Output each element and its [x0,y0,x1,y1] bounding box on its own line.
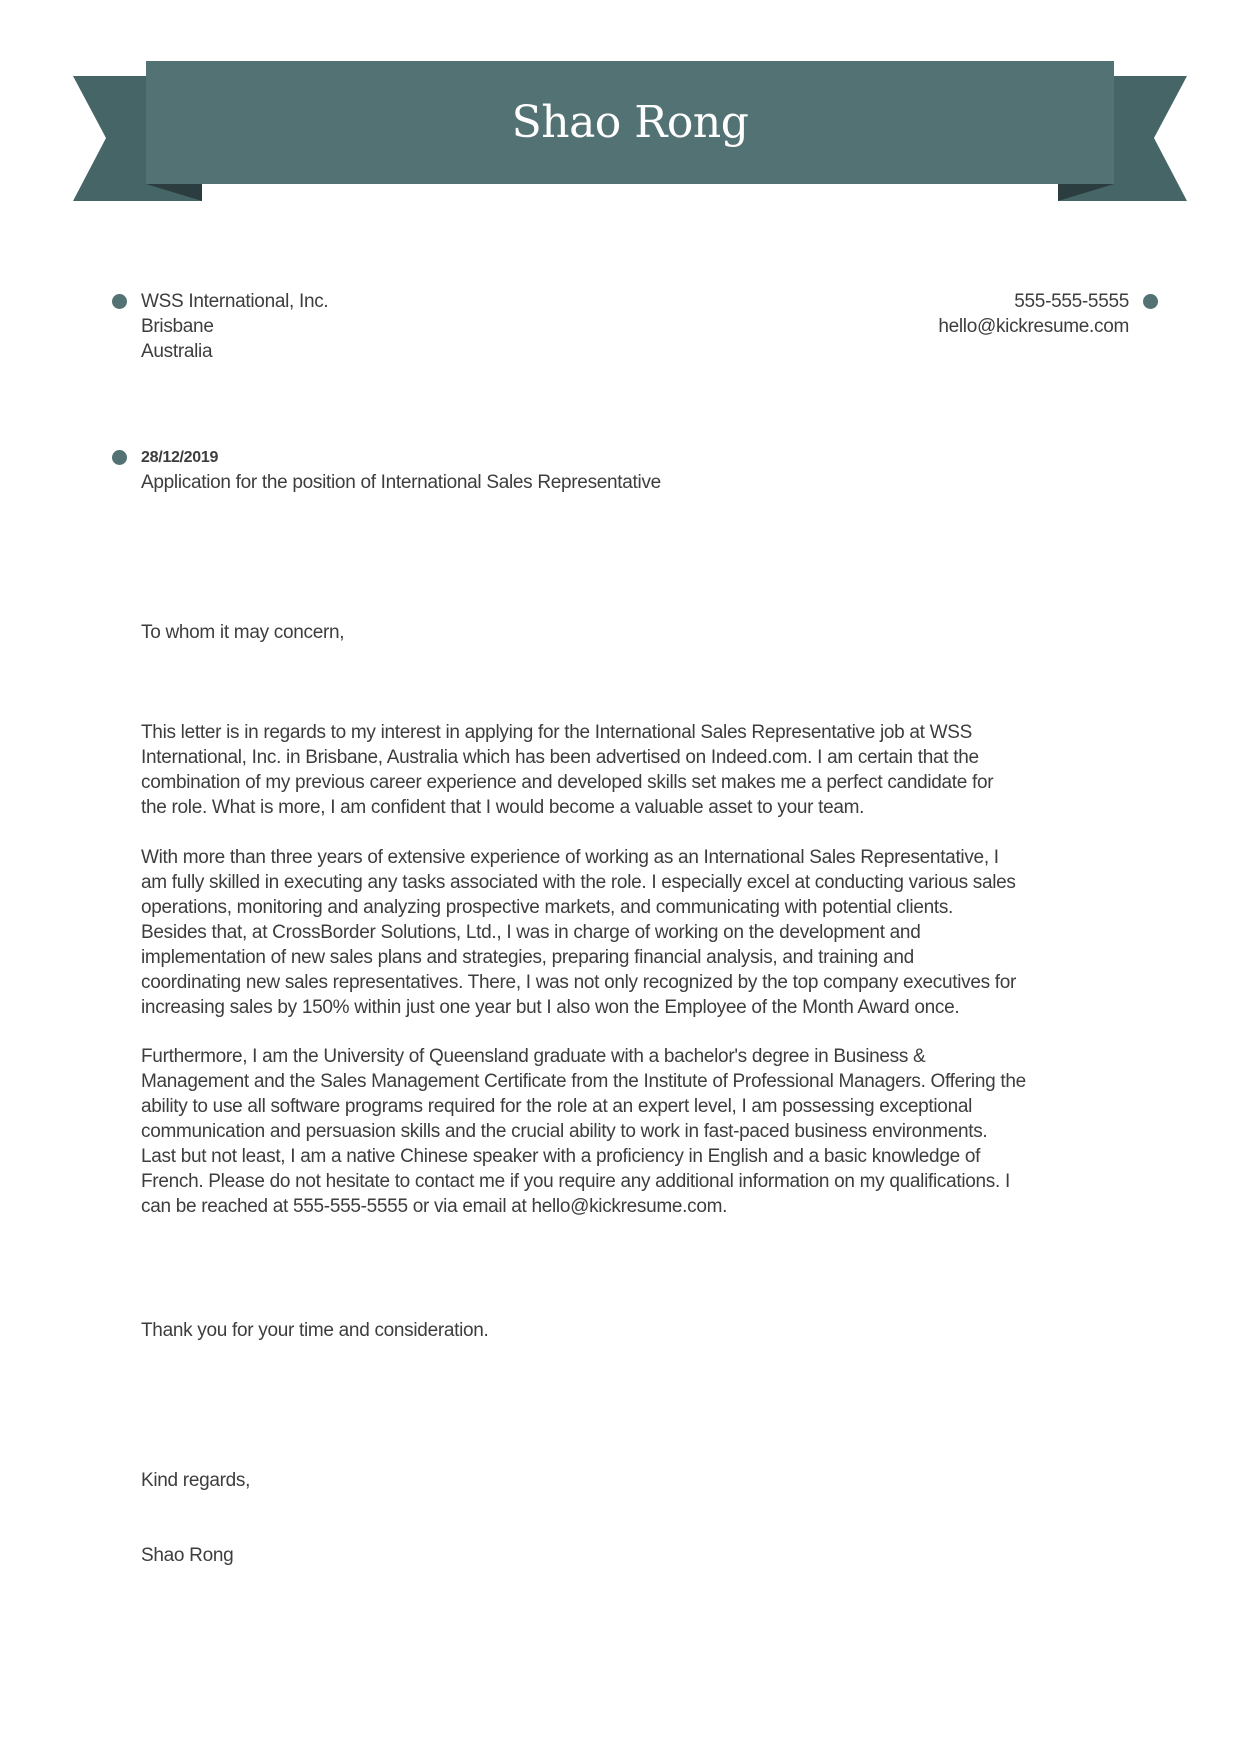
paragraph-line: the role. What is more, I am confident that I would become a valuable asset to your team. [141,797,865,818]
sender-contact [938,289,1129,339]
paragraph-line: coordinating new sales representatives. There, I was not only recognized by the top company executives for [141,972,1017,993]
paragraph-line: Besides that, at CrossBorder Solutions, Ltd., I was in charge of working on the development and [141,922,921,943]
paragraph-line: Furthermore, I am the University of Queensland graduate with a bachelor's degree in Business & [141,1046,926,1067]
closing-thanks: Thank you for your time and consideration. [141,1320,489,1341]
paragraph-line: With more than three years of extensive experience of working as an International Sales Representative, I [141,847,999,868]
letter-date: 28/12/2019 [141,449,219,466]
letter-meta [141,445,661,495]
email: hello@kickresume.com [938,316,1129,337]
paragraph-line: increasing sales by 150% within just one year but I also won the Employee of the Month Award once. [141,997,960,1018]
applicant-name: Shao Rong [511,97,749,148]
paragraph-line: operations, monitoring and analyzing prospective markets, and communicating with potential clients. [141,897,954,918]
recipient-country: Australia [141,341,213,362]
paragraph-line: International, Inc. in Brisbane, Australia which has been advertised on Indeed.com. I am certain that the [141,747,979,768]
phone: 555-555-5555 [1014,291,1129,312]
recipient-city: Brisbane [141,316,214,337]
signature-name: Shao Rong [141,1545,234,1566]
paragraph-line: combination of my previous career experience and developed skills set makes me a perfect candidate for [141,772,994,793]
paragraph-line: ability to use all software programs required for the role at an expert level, I am possessing exceptional [141,1096,973,1117]
bullet-dot-icon [1143,294,1158,309]
letter-subject: Application for the position of International Sales Representative [141,472,661,493]
paragraph-line: communication and persuasion skills and the crucial ability to work in fast-paced business environments. [141,1121,988,1142]
recipient-company: WSS International, Inc. [141,291,329,312]
paragraph-line: am fully skilled in executing any tasks associated with the role. I especially excel at conducting various sales [141,872,1016,893]
signoff: Kind regards, [141,1470,251,1491]
paragraph-line: French. Please do not hesitate to contact me if you require any additional information on my qualifications. I [141,1171,1010,1192]
bullet-dot-icon [112,450,127,465]
paragraph-line: can be reached at 555-555-5555 or via email at hello@kickresume.com. [141,1196,728,1217]
paragraph-1 [141,720,993,820]
paragraph-line: This letter is in regards to my interest in applying for the International Sales Representative job at WSS [141,722,973,743]
paragraph-line: Last but not least, I am a native Chinese speaker with a proficiency in English and a basic knowledge of [141,1146,981,1167]
greeting: To whom it may concern, [141,622,345,643]
recipient-address [141,289,328,364]
bullet-dot-icon [112,294,127,309]
paragraph-3 [141,1044,1026,1219]
paragraph-line: Management and the Sales Management Certificate from the Institute of Professional Managers. Offering the [141,1071,1026,1092]
paragraph-2 [141,845,1016,1020]
paragraph-line: implementation of new sales plans and strategies, preparing financial analysis, and training and [141,947,914,968]
